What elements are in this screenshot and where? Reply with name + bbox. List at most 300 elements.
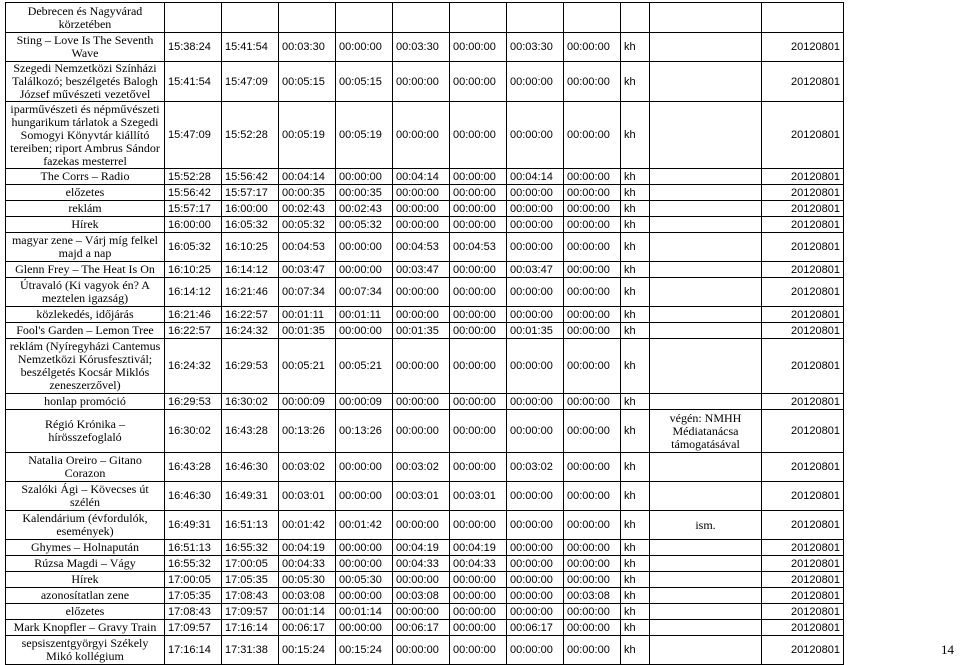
foreign-music-cell: 00:03:02	[507, 453, 564, 482]
other-duration-cell: 00:00:00	[564, 102, 621, 169]
music-duration-cell: 00:00:00	[393, 572, 450, 588]
program-title: reklám (Nyíregyházi Cantemus Nemzetközi Kórusfesztivál; beszélgetés Kocsár Miklós zeneszerzővel)	[6, 339, 165, 394]
other-duration-cell: 00:03:08	[564, 588, 621, 604]
table-row	[6, 588, 844, 604]
end-time-cell: 16:55:32	[222, 540, 279, 556]
speech-duration-cell: 00:00:00	[336, 540, 393, 556]
language-code-cell: kh	[621, 262, 650, 278]
note-cell	[650, 588, 762, 604]
program-title: közlekedés, időjárás	[6, 307, 165, 323]
note-cell	[650, 278, 762, 307]
note-cell	[650, 201, 762, 217]
hungarian-music-cell: 00:00:00	[450, 262, 507, 278]
duration-cell: 00:03:30	[279, 33, 336, 62]
hungarian-music-cell: 00:00:00	[450, 217, 507, 233]
note-cell	[650, 323, 762, 339]
duration-cell: 00:00:35	[279, 185, 336, 201]
start-time-cell: 16:00:00	[165, 217, 222, 233]
program-title: Sting ‒ Love Is The Seventh Wave	[6, 33, 165, 62]
end-time-cell: 15:41:54	[222, 33, 279, 62]
other-duration-cell: 00:00:00	[564, 217, 621, 233]
duration-cell: 00:03:02	[279, 453, 336, 482]
language-code-cell: kh	[621, 410, 650, 453]
table-row	[6, 540, 844, 556]
hungarian-music-cell: 00:00:00	[450, 572, 507, 588]
broadcast-date-cell: 20120801	[762, 511, 844, 540]
language-code-cell: kh	[621, 453, 650, 482]
other-duration-cell: 00:00:00	[564, 620, 621, 636]
start-time-cell: 15:38:24	[165, 33, 222, 62]
start-time-cell: 16:14:12	[165, 278, 222, 307]
broadcast-date-cell: 20120801	[762, 453, 844, 482]
hungarian-music-cell: 00:00:00	[450, 604, 507, 620]
foreign-music-cell: 00:01:35	[507, 323, 564, 339]
hungarian-music-cell: 00:00:00	[450, 307, 507, 323]
program-title: azonosítatlan zene	[6, 588, 165, 604]
program-title: reklám	[6, 201, 165, 217]
speech-duration-cell: 00:05:19	[336, 102, 393, 169]
end-time-cell: 16:29:53	[222, 339, 279, 394]
end-time-cell: 16:00:00	[222, 201, 279, 217]
music-duration-cell: 00:03:08	[393, 588, 450, 604]
start-time-cell: 16:46:30	[165, 482, 222, 511]
end-time-cell	[222, 3, 279, 33]
table-row	[6, 453, 844, 482]
duration-cell: 00:04:53	[279, 233, 336, 262]
other-duration-cell: 00:00:00	[564, 636, 621, 665]
broadcast-date-cell: 20120801	[762, 62, 844, 102]
table-row	[6, 394, 844, 410]
other-duration-cell: 00:00:00	[564, 62, 621, 102]
end-time-cell: 16:43:28	[222, 410, 279, 453]
other-duration-cell: 00:00:00	[564, 201, 621, 217]
other-duration-cell: 00:00:00	[564, 233, 621, 262]
foreign-music-cell: 00:00:00	[507, 339, 564, 394]
end-time-cell: 17:16:14	[222, 620, 279, 636]
hungarian-music-cell: 00:00:00	[450, 636, 507, 665]
music-duration-cell: 00:00:00	[393, 339, 450, 394]
note-cell	[650, 169, 762, 185]
program-title: iparművészeti és népművészeti hungarikum tárlatok a Szegedi Somogyi Könyvtár kiállító tereiben; riport Ambrus Sándor fazekas mesterrel	[6, 102, 165, 169]
music-duration-cell: 00:00:00	[393, 278, 450, 307]
language-code-cell: kh	[621, 394, 650, 410]
other-duration-cell: 00:00:00	[564, 511, 621, 540]
duration-cell: 00:02:43	[279, 201, 336, 217]
hungarian-music-cell: 00:04:33	[450, 556, 507, 572]
foreign-music-cell: 00:00:00	[507, 636, 564, 665]
music-duration-cell: 00:00:00	[393, 307, 450, 323]
duration-cell: 00:03:08	[279, 588, 336, 604]
language-code-cell: kh	[621, 588, 650, 604]
table-row	[6, 572, 844, 588]
program-title: Mark Knopfler ‒ Gravy Train	[6, 620, 165, 636]
hungarian-music-cell: 00:00:00	[450, 201, 507, 217]
hungarian-music-cell: 00:00:00	[450, 620, 507, 636]
start-time-cell: 16:05:32	[165, 233, 222, 262]
hungarian-music-cell: 00:00:00	[450, 102, 507, 169]
broadcast-date-cell: 20120801	[762, 201, 844, 217]
foreign-music-cell: 00:06:17	[507, 620, 564, 636]
foreign-music-cell: 00:00:00	[507, 511, 564, 540]
foreign-music-cell: 00:00:00	[507, 102, 564, 169]
music-duration-cell: 00:03:02	[393, 453, 450, 482]
other-duration-cell: 00:00:00	[564, 540, 621, 556]
music-duration-cell: 00:00:00	[393, 185, 450, 201]
speech-duration-cell: 00:00:00	[336, 33, 393, 62]
table-row	[6, 482, 844, 511]
program-title: sepsiszentgyörgyi Székely Mikó kollégium	[6, 636, 165, 665]
note-cell	[650, 62, 762, 102]
start-time-cell: 15:52:28	[165, 169, 222, 185]
start-time-cell: 16:22:57	[165, 323, 222, 339]
language-code-cell: kh	[621, 62, 650, 102]
speech-duration-cell: 00:05:32	[336, 217, 393, 233]
broadcast-date-cell: 20120801	[762, 339, 844, 394]
hungarian-music-cell: 00:00:00	[450, 62, 507, 102]
broadcast-date-cell: 20120801	[762, 278, 844, 307]
foreign-music-cell: 00:00:00	[507, 410, 564, 453]
program-title: Kalendárium (évfordulók, események)	[6, 511, 165, 540]
table-row	[6, 62, 844, 102]
broadcast-date-cell: 20120801	[762, 262, 844, 278]
speech-duration-cell: 00:00:00	[336, 169, 393, 185]
note-cell: ism.	[650, 511, 762, 540]
foreign-music-cell	[507, 3, 564, 33]
note-cell	[650, 636, 762, 665]
table-row	[6, 556, 844, 572]
speech-duration-cell: 00:15:24	[336, 636, 393, 665]
start-time-cell: 16:51:13	[165, 540, 222, 556]
note-cell	[650, 604, 762, 620]
language-code-cell: kh	[621, 201, 650, 217]
end-time-cell: 17:05:35	[222, 572, 279, 588]
broadcast-date-cell: 20120801	[762, 217, 844, 233]
end-time-cell: 16:21:46	[222, 278, 279, 307]
other-duration-cell: 00:00:00	[564, 394, 621, 410]
note-cell	[650, 3, 762, 33]
language-code-cell: kh	[621, 511, 650, 540]
program-title: Hírek	[6, 217, 165, 233]
program-title: Debrecen és Nagyvárad körzetében	[6, 3, 165, 33]
speech-duration-cell: 00:00:00	[336, 323, 393, 339]
foreign-music-cell: 00:00:00	[507, 201, 564, 217]
duration-cell: 00:03:47	[279, 262, 336, 278]
speech-duration-cell: 00:00:00	[336, 588, 393, 604]
program-title: Szegedi Nemzetközi Színházi Találkozó; beszélgetés Balogh József művészeti vezetővel	[6, 62, 165, 102]
broadcast-log-body	[6, 3, 844, 665]
hungarian-music-cell: 00:00:00	[450, 339, 507, 394]
foreign-music-cell: 00:00:00	[507, 482, 564, 511]
start-time-cell: 17:09:57	[165, 620, 222, 636]
table-row	[6, 3, 844, 33]
note-cell	[650, 556, 762, 572]
program-title: honlap promóció	[6, 394, 165, 410]
program-title: Ghymes ‒ Holnapután	[6, 540, 165, 556]
duration-cell: 00:01:42	[279, 511, 336, 540]
program-title: Fool's Garden ‒ Lemon Tree	[6, 323, 165, 339]
end-time-cell: 16:05:32	[222, 217, 279, 233]
language-code-cell: kh	[621, 556, 650, 572]
speech-duration-cell: 00:00:00	[336, 262, 393, 278]
broadcast-date-cell: 20120801	[762, 572, 844, 588]
music-duration-cell: 00:03:30	[393, 33, 450, 62]
music-duration-cell: 00:04:53	[393, 233, 450, 262]
end-time-cell: 17:09:57	[222, 604, 279, 620]
end-time-cell: 16:24:32	[222, 323, 279, 339]
table-row	[6, 323, 844, 339]
speech-duration-cell: 00:05:15	[336, 62, 393, 102]
music-duration-cell: 00:04:19	[393, 540, 450, 556]
table-row	[6, 339, 844, 394]
hungarian-music-cell: 00:00:00	[450, 323, 507, 339]
music-duration-cell: 00:00:00	[393, 604, 450, 620]
foreign-music-cell: 00:00:00	[507, 233, 564, 262]
duration-cell: 00:04:19	[279, 540, 336, 556]
table-row	[6, 278, 844, 307]
other-duration-cell: 00:00:00	[564, 262, 621, 278]
language-code-cell: kh	[621, 482, 650, 511]
speech-duration-cell: 00:00:00	[336, 620, 393, 636]
note-cell	[650, 540, 762, 556]
hungarian-music-cell: 00:00:00	[450, 453, 507, 482]
note-cell	[650, 394, 762, 410]
table-row	[6, 410, 844, 453]
music-duration-cell: 00:00:00	[393, 217, 450, 233]
end-time-cell: 15:56:42	[222, 169, 279, 185]
duration-cell: 00:00:09	[279, 394, 336, 410]
table-row	[6, 185, 844, 201]
broadcast-date-cell: 20120801	[762, 620, 844, 636]
note-cell	[650, 33, 762, 62]
duration-cell: 00:05:19	[279, 102, 336, 169]
program-title: magyar zene ‒ Várj míg felkel majd a nap	[6, 233, 165, 262]
broadcast-date-cell: 20120801	[762, 185, 844, 201]
language-code-cell: kh	[621, 217, 650, 233]
broadcast-log-table	[5, 2, 844, 665]
language-code-cell: kh	[621, 323, 650, 339]
language-code-cell: kh	[621, 604, 650, 620]
music-duration-cell: 00:04:33	[393, 556, 450, 572]
end-time-cell: 16:10:25	[222, 233, 279, 262]
foreign-music-cell: 00:03:47	[507, 262, 564, 278]
language-code-cell: kh	[621, 540, 650, 556]
broadcast-date-cell	[762, 3, 844, 33]
music-duration-cell: 00:01:35	[393, 323, 450, 339]
foreign-music-cell: 00:00:00	[507, 278, 564, 307]
end-time-cell: 17:08:43	[222, 588, 279, 604]
broadcast-date-cell: 20120801	[762, 604, 844, 620]
foreign-music-cell: 00:00:00	[507, 394, 564, 410]
duration-cell: 00:03:01	[279, 482, 336, 511]
other-duration-cell	[564, 3, 621, 33]
duration-cell: 00:05:32	[279, 217, 336, 233]
program-title: előzetes	[6, 185, 165, 201]
hungarian-music-cell	[450, 3, 507, 33]
broadcast-date-cell: 20120801	[762, 556, 844, 572]
program-title: The Corrs ‒ Radio	[6, 169, 165, 185]
start-time-cell: 16:30:02	[165, 410, 222, 453]
speech-duration-cell: 00:02:43	[336, 201, 393, 217]
hungarian-music-cell: 00:00:00	[450, 588, 507, 604]
end-time-cell: 16:49:31	[222, 482, 279, 511]
page-number: 14	[941, 642, 954, 657]
hungarian-music-cell: 00:04:53	[450, 233, 507, 262]
foreign-music-cell: 00:00:00	[507, 540, 564, 556]
broadcast-date-cell: 20120801	[762, 233, 844, 262]
broadcast-date-cell: 20120801	[762, 540, 844, 556]
other-duration-cell: 00:00:00	[564, 556, 621, 572]
duration-cell: 00:04:14	[279, 169, 336, 185]
music-duration-cell: 00:06:17	[393, 620, 450, 636]
hungarian-music-cell: 00:00:00	[450, 278, 507, 307]
foreign-music-cell: 00:00:00	[507, 572, 564, 588]
music-duration-cell: 00:03:47	[393, 262, 450, 278]
end-time-cell: 15:52:28	[222, 102, 279, 169]
foreign-music-cell: 00:00:00	[507, 217, 564, 233]
other-duration-cell: 00:00:00	[564, 33, 621, 62]
table-row	[6, 33, 844, 62]
language-code-cell: kh	[621, 636, 650, 665]
start-time-cell: 16:43:28	[165, 453, 222, 482]
start-time-cell: 16:10:25	[165, 262, 222, 278]
speech-duration-cell: 00:00:00	[336, 233, 393, 262]
end-time-cell: 16:46:30	[222, 453, 279, 482]
end-time-cell: 16:22:57	[222, 307, 279, 323]
speech-duration-cell: 00:00:00	[336, 482, 393, 511]
table-row	[6, 307, 844, 323]
duration-cell	[279, 3, 336, 33]
end-time-cell: 17:00:05	[222, 556, 279, 572]
duration-cell: 00:04:33	[279, 556, 336, 572]
table-row	[6, 620, 844, 636]
hungarian-music-cell: 00:00:00	[450, 185, 507, 201]
other-duration-cell: 00:00:00	[564, 604, 621, 620]
start-time-cell: 17:16:14	[165, 636, 222, 665]
start-time-cell: 16:55:32	[165, 556, 222, 572]
other-duration-cell: 00:00:00	[564, 453, 621, 482]
end-time-cell: 16:51:13	[222, 511, 279, 540]
foreign-music-cell: 00:00:00	[507, 588, 564, 604]
duration-cell: 00:01:35	[279, 323, 336, 339]
duration-cell: 00:05:30	[279, 572, 336, 588]
note-cell	[650, 339, 762, 394]
start-time-cell: 17:05:35	[165, 588, 222, 604]
table-row	[6, 169, 844, 185]
speech-duration-cell: 00:13:26	[336, 410, 393, 453]
language-code-cell: kh	[621, 102, 650, 169]
start-time-cell: 16:49:31	[165, 511, 222, 540]
music-duration-cell: 00:04:14	[393, 169, 450, 185]
table-row	[6, 201, 844, 217]
note-cell	[650, 102, 762, 169]
start-time-cell: 16:29:53	[165, 394, 222, 410]
music-duration-cell: 00:00:00	[393, 102, 450, 169]
end-time-cell: 15:57:17	[222, 185, 279, 201]
start-time-cell: 15:57:17	[165, 201, 222, 217]
broadcast-date-cell: 20120801	[762, 636, 844, 665]
foreign-music-cell: 00:00:00	[507, 604, 564, 620]
foreign-music-cell: 00:00:00	[507, 185, 564, 201]
language-code-cell	[621, 3, 650, 33]
start-time-cell: 16:21:46	[165, 307, 222, 323]
note-cell	[650, 482, 762, 511]
program-title: előzetes	[6, 604, 165, 620]
broadcast-date-cell: 20120801	[762, 169, 844, 185]
broadcast-date-cell: 20120801	[762, 102, 844, 169]
language-code-cell: kh	[621, 233, 650, 262]
duration-cell: 00:01:14	[279, 604, 336, 620]
start-time-cell: 15:56:42	[165, 185, 222, 201]
duration-cell: 00:13:26	[279, 410, 336, 453]
start-time-cell: 16:24:32	[165, 339, 222, 394]
speech-duration-cell: 00:01:14	[336, 604, 393, 620]
broadcast-date-cell: 20120801	[762, 588, 844, 604]
other-duration-cell: 00:00:00	[564, 482, 621, 511]
broadcast-date-cell: 20120801	[762, 323, 844, 339]
end-time-cell: 15:47:09	[222, 62, 279, 102]
note-cell	[650, 453, 762, 482]
program-title: Glenn Frey ‒ The Heat Is On	[6, 262, 165, 278]
duration-cell: 00:01:11	[279, 307, 336, 323]
music-duration-cell: 00:00:00	[393, 394, 450, 410]
speech-duration-cell: 00:01:11	[336, 307, 393, 323]
language-code-cell: kh	[621, 572, 650, 588]
speech-duration-cell: 00:00:35	[336, 185, 393, 201]
program-title: Szalóki Ági ‒ Kövecses út szélén	[6, 482, 165, 511]
table-row	[6, 102, 844, 169]
music-duration-cell: 00:00:00	[393, 201, 450, 217]
start-time-cell: 15:47:09	[165, 102, 222, 169]
note-cell	[650, 572, 762, 588]
language-code-cell: kh	[621, 278, 650, 307]
speech-duration-cell: 00:01:42	[336, 511, 393, 540]
note-cell	[650, 307, 762, 323]
end-time-cell: 16:30:02	[222, 394, 279, 410]
table-row	[6, 604, 844, 620]
duration-cell: 00:06:17	[279, 620, 336, 636]
duration-cell: 00:07:34	[279, 278, 336, 307]
foreign-music-cell: 00:00:00	[507, 307, 564, 323]
music-duration-cell: 00:03:01	[393, 482, 450, 511]
hungarian-music-cell: 00:03:01	[450, 482, 507, 511]
speech-duration-cell: 00:00:09	[336, 394, 393, 410]
note-cell	[650, 262, 762, 278]
language-code-cell: kh	[621, 185, 650, 201]
hungarian-music-cell: 00:00:00	[450, 169, 507, 185]
note-cell	[650, 217, 762, 233]
broadcast-date-cell: 20120801	[762, 307, 844, 323]
foreign-music-cell: 00:03:30	[507, 33, 564, 62]
note-cell: végén: NMHH Médiatanácsa támogatásával	[650, 410, 762, 453]
table-row	[6, 636, 844, 665]
end-time-cell: 17:31:38	[222, 636, 279, 665]
program-title: Útravaló (Ki vagyok én? A meztelen igazság)	[6, 278, 165, 307]
program-title: Hírek	[6, 572, 165, 588]
other-duration-cell: 00:00:00	[564, 410, 621, 453]
table-row	[6, 511, 844, 540]
foreign-music-cell: 00:04:14	[507, 169, 564, 185]
speech-duration-cell	[336, 3, 393, 33]
speech-duration-cell: 00:05:21	[336, 339, 393, 394]
speech-duration-cell: 00:07:34	[336, 278, 393, 307]
broadcast-date-cell: 20120801	[762, 33, 844, 62]
start-time-cell: 15:41:54	[165, 62, 222, 102]
table-row	[6, 262, 844, 278]
music-duration-cell: 00:00:00	[393, 636, 450, 665]
end-time-cell: 16:14:12	[222, 262, 279, 278]
other-duration-cell: 00:00:00	[564, 323, 621, 339]
note-cell	[650, 233, 762, 262]
